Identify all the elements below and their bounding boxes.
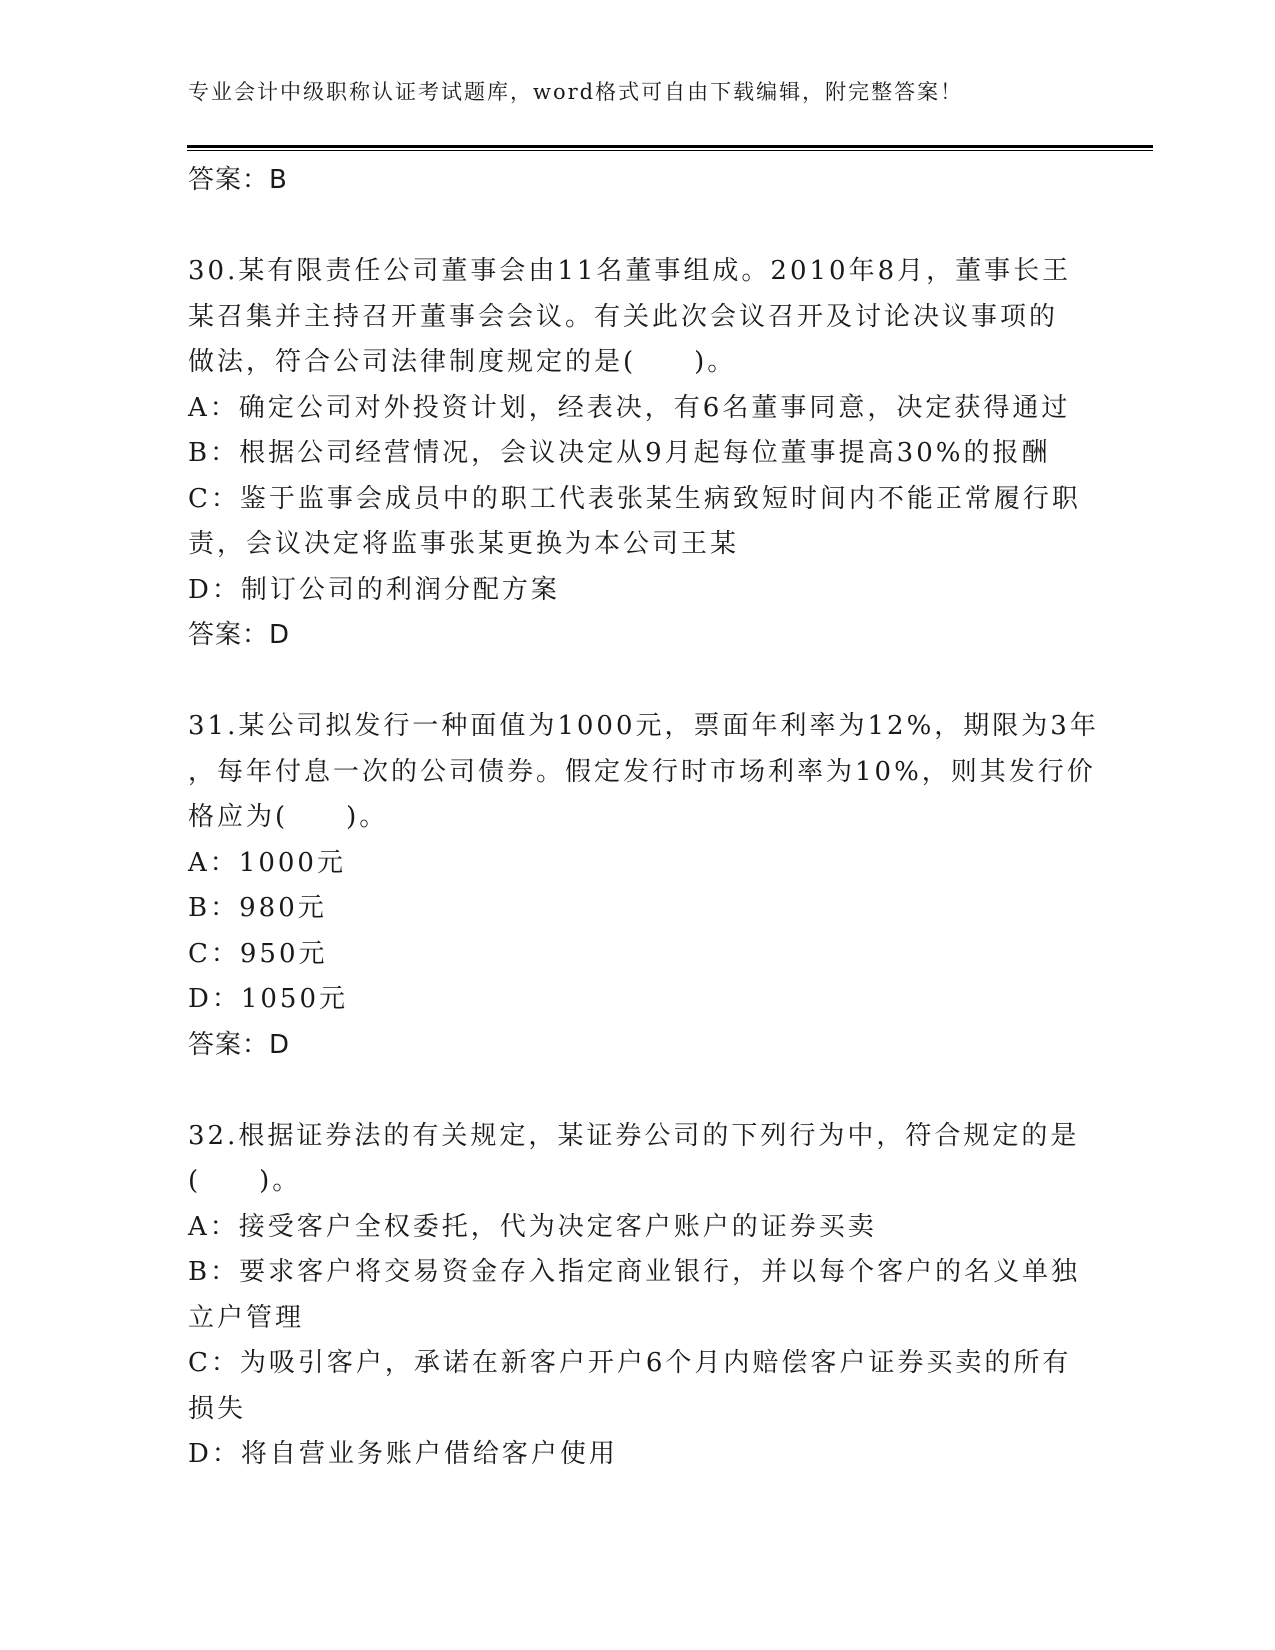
question-stem-line: 格应为( )。 (188, 802, 389, 832)
option-c: C：鉴于监事会成员中的职工代表张某生病致短时间内不能正常履行职 (188, 483, 1081, 514)
option-b-continued: 立户管理 (188, 1302, 305, 1333)
header-rule-thick (187, 145, 1153, 148)
answer: 答案：D (188, 1029, 291, 1060)
option-d: D：制订公司的利润分配方案 (188, 574, 560, 605)
spacer (188, 204, 1068, 250)
question-31 (188, 704, 1099, 1068)
document-body (188, 158, 1099, 1478)
option-b: B：980元 (188, 893, 327, 923)
option-c-continued: 损失 (188, 1393, 247, 1424)
question-stem-line: 30.某有限责任公司董事会由11名董事组成。2010年8月，董事长王 (188, 256, 1072, 286)
question-stem-line: ( )。 (188, 1166, 302, 1196)
question-stem-line: 32.根据证券法的有关规定，某证券公司的下列行为中，符合规定的是 (188, 1120, 1080, 1151)
option-d: D：1050元 (188, 984, 349, 1014)
option-a: A：接受客户全权委托，代为决定客户账户的证券买卖 (188, 1211, 877, 1242)
option-a: A：1000元 (188, 847, 346, 878)
question-30 (188, 249, 1081, 659)
option-c: C：为吸引客户，承诺在新客户开户6个月内赔偿客户证券买卖的所有 (188, 1348, 1072, 1378)
option-b: B：要求客户将交易资金存入指定商业银行，并以每个客户的名义单独 (188, 1257, 1081, 1287)
page-header: 专业会计中级职称认证考试题库，word格式可自由下载编辑，附完整答案！ (188, 80, 964, 104)
question-stem-line: ，每年付息一次的公司债券。假定发行时市场利率为10%，则其发行价 (188, 756, 1096, 787)
header-rule-thin (187, 150, 1153, 151)
question-32 (188, 1114, 1081, 1478)
option-a: A：确定公司对外投资计划，经表决，有6名董事同意，决定获得通过 (188, 392, 1071, 423)
previous-answer: 答案：B (188, 165, 288, 195)
option-d: D：将自营业务账户借给客户使用 (188, 1439, 618, 1469)
question-stem-line: 31.某公司拟发行一种面值为1000元，票面年利率为12%，期限为3年 (188, 711, 1099, 741)
option-b: B：根据公司经营情况，会议决定从9月起每位董事提高30%的报酬 (188, 438, 1051, 468)
question-stem-line: 做法，符合公司法律制度规定的是( )。 (188, 347, 737, 377)
question-stem-line: 某召集并主持召开董事会会议。有关此次会议召开及讨论决议事项的 (188, 301, 1059, 332)
answer: 答案：D (188, 620, 291, 650)
option-c-continued: 责，会议决定将监事张某更换为本公司王某 (188, 529, 740, 559)
spacer (188, 659, 1068, 705)
option-c: C：950元 (188, 938, 328, 969)
spacer (188, 1068, 1068, 1114)
